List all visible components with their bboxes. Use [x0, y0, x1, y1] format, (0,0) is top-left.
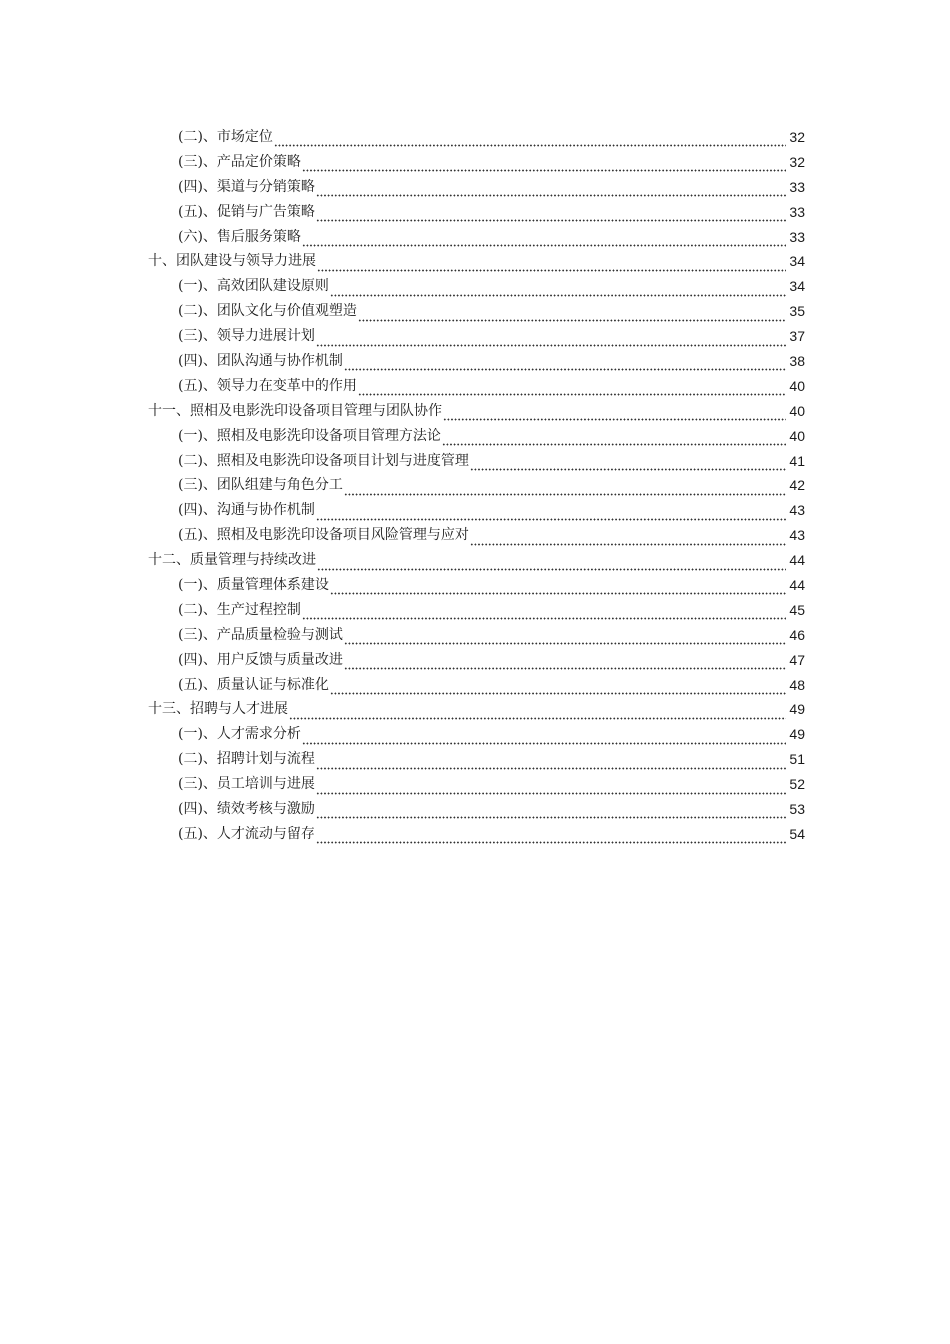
toc-dot-leader	[470, 457, 786, 471]
toc-entry-page-number: 35	[789, 303, 805, 320]
toc-entry-title: (五)、照相及电影洗印设备项目风险管理与应对	[178, 527, 469, 544]
toc-entry-page-number: 40	[789, 377, 805, 394]
toc-dot-leader	[344, 631, 786, 645]
toc-section-entry[interactable]	[0, 722, 950, 747]
toc-entry-title: (五)、领导力在变革中的作用	[178, 377, 357, 394]
toc-entry-title: (四)、渠道与分销策略	[178, 178, 315, 195]
toc-dot-leader	[330, 581, 786, 595]
toc-section-entry[interactable]	[0, 374, 950, 399]
toc-entry-page-number: 44	[789, 577, 805, 594]
toc-dot-leader	[443, 407, 786, 421]
toc-section-entry[interactable]	[0, 125, 950, 150]
toc-dot-leader	[316, 781, 786, 795]
toc-entry-page-number: 45	[789, 601, 805, 618]
toc-dot-leader	[344, 357, 786, 371]
toc-section-entry[interactable]	[0, 175, 950, 200]
toc-entry-title: (六)、售后服务策略	[178, 228, 301, 245]
toc-dot-leader	[289, 706, 786, 720]
toc-section-entry[interactable]	[0, 623, 950, 648]
toc-entry-page-number: 49	[789, 726, 805, 743]
toc-entry-title: (一)、高效团队建设原则	[178, 278, 329, 295]
toc-entry-title: (三)、员工培训与进展	[178, 776, 315, 793]
toc-dot-leader	[344, 482, 786, 496]
toc-chapter-entry[interactable]	[0, 548, 950, 573]
toc-section-entry[interactable]	[0, 449, 950, 474]
toc-dot-leader	[316, 507, 786, 521]
toc-section-entry[interactable]	[0, 200, 950, 225]
toc-dot-leader	[470, 532, 786, 546]
toc-entry-page-number: 34	[789, 278, 805, 295]
toc-entry-title: (三)、团队组建与角色分工	[178, 477, 343, 494]
toc-dot-leader	[302, 158, 786, 172]
toc-entry-page-number: 52	[789, 776, 805, 793]
toc-entry-title: (二)、市场定位	[178, 129, 273, 145]
toc-entry-title: (四)、用户反馈与质量改进	[178, 651, 343, 668]
toc-section-entry[interactable]	[0, 150, 950, 175]
toc-section-entry[interactable]	[0, 523, 950, 548]
toc-entry-page-number: 49	[789, 701, 805, 718]
toc-entry-page-number: 43	[789, 502, 805, 519]
toc-dot-leader	[358, 382, 786, 396]
toc-entry-page-number: 44	[789, 552, 805, 569]
toc-dot-leader	[316, 333, 786, 347]
toc-section-entry[interactable]	[0, 299, 950, 324]
toc-dot-leader	[316, 805, 786, 819]
toc-entry-title: 十一、照相及电影洗印设备项目管理与团队协作	[148, 402, 442, 419]
toc-entry-page-number: 33	[789, 228, 805, 245]
toc-section-entry[interactable]	[0, 225, 950, 250]
toc-section-entry[interactable]	[0, 797, 950, 822]
toc-dot-leader	[316, 183, 786, 197]
table-of-contents	[0, 125, 950, 847]
toc-dot-leader	[317, 557, 786, 571]
toc-section-entry[interactable]	[0, 673, 950, 698]
toc-entry-page-number: 43	[789, 527, 805, 544]
toc-entry-page-number: 40	[789, 402, 805, 419]
toc-dot-leader	[316, 208, 786, 222]
toc-section-entry[interactable]	[0, 822, 950, 847]
toc-entry-title: 十、团队建设与领导力进展	[148, 253, 316, 270]
toc-entry-title: (四)、团队沟通与协作机制	[178, 353, 343, 370]
toc-dot-leader	[316, 756, 786, 770]
toc-entry-page-number: 38	[789, 353, 805, 370]
toc-entry-page-number: 40	[789, 427, 805, 444]
toc-entry-page-number: 48	[789, 676, 805, 693]
toc-dot-leader	[316, 830, 786, 844]
toc-dot-leader	[302, 731, 786, 745]
toc-section-entry[interactable]	[0, 324, 950, 349]
toc-dot-leader	[302, 233, 786, 247]
toc-entry-page-number: 42	[789, 477, 805, 494]
toc-entry-page-number: 54	[789, 825, 805, 842]
toc-section-entry[interactable]	[0, 498, 950, 523]
toc-entry-title: (二)、团队文化与价值观塑造	[178, 303, 357, 320]
toc-entry-page-number: 32	[789, 129, 805, 145]
toc-section-entry[interactable]	[0, 573, 950, 598]
toc-dot-leader	[330, 681, 786, 695]
toc-entry-title: (一)、人才需求分析	[178, 726, 301, 743]
toc-entry-page-number: 53	[789, 801, 805, 818]
toc-entry-title: 十三、招聘与人才进展	[148, 701, 288, 718]
toc-dot-leader	[330, 283, 786, 297]
toc-entry-page-number: 37	[789, 328, 805, 345]
toc-section-entry[interactable]	[0, 349, 950, 374]
toc-entry-page-number: 33	[789, 178, 805, 195]
toc-entry-title: (五)、促销与广告策略	[178, 203, 315, 220]
toc-entry-page-number: 34	[789, 253, 805, 270]
toc-chapter-entry[interactable]	[0, 249, 950, 274]
toc-dot-leader	[344, 656, 786, 670]
toc-dot-leader	[302, 606, 786, 620]
toc-dot-leader	[442, 432, 786, 446]
toc-entry-page-number: 33	[789, 203, 805, 220]
toc-dot-leader	[317, 258, 786, 272]
toc-section-entry[interactable]	[0, 648, 950, 673]
toc-entry-title: (四)、绩效考核与激励	[178, 801, 315, 818]
toc-entry-title: (五)、人才流动与留存	[178, 825, 315, 842]
toc-entry-page-number: 51	[789, 751, 805, 768]
toc-entry-title: (三)、产品质量检验与测试	[178, 626, 343, 643]
toc-entry-title: (三)、产品定价策略	[178, 153, 301, 170]
toc-entry-page-number: 47	[789, 651, 805, 668]
toc-entry-title: 十二、质量管理与持续改进	[148, 552, 316, 569]
toc-entry-page-number: 46	[789, 626, 805, 643]
toc-section-entry[interactable]	[0, 274, 950, 299]
toc-entry-title: (二)、招聘计划与流程	[178, 751, 315, 768]
toc-section-entry[interactable]	[0, 747, 950, 772]
toc-entry-page-number: 32	[789, 153, 805, 170]
toc-chapter-entry[interactable]	[0, 697, 950, 722]
toc-dot-leader	[358, 308, 786, 322]
toc-entry-title: (一)、质量管理体系建设	[178, 577, 329, 594]
toc-entry-title: (二)、生产过程控制	[178, 601, 301, 618]
toc-chapter-entry[interactable]	[0, 399, 950, 424]
toc-entry-title: (四)、沟通与协作机制	[178, 502, 315, 519]
toc-section-entry[interactable]	[0, 424, 950, 449]
toc-section-entry[interactable]	[0, 772, 950, 797]
toc-section-entry[interactable]	[0, 598, 950, 623]
toc-section-entry[interactable]	[0, 473, 950, 498]
toc-dot-leader	[274, 133, 786, 147]
toc-entry-title: (五)、质量认证与标准化	[178, 676, 329, 693]
toc-entry-page-number: 41	[789, 452, 805, 469]
toc-entry-title: (一)、照相及电影洗印设备项目管理方法论	[178, 427, 441, 444]
toc-entry-title: (二)、照相及电影洗印设备项目计划与进度管理	[178, 452, 469, 469]
toc-entry-title: (三)、领导力进展计划	[178, 328, 315, 345]
